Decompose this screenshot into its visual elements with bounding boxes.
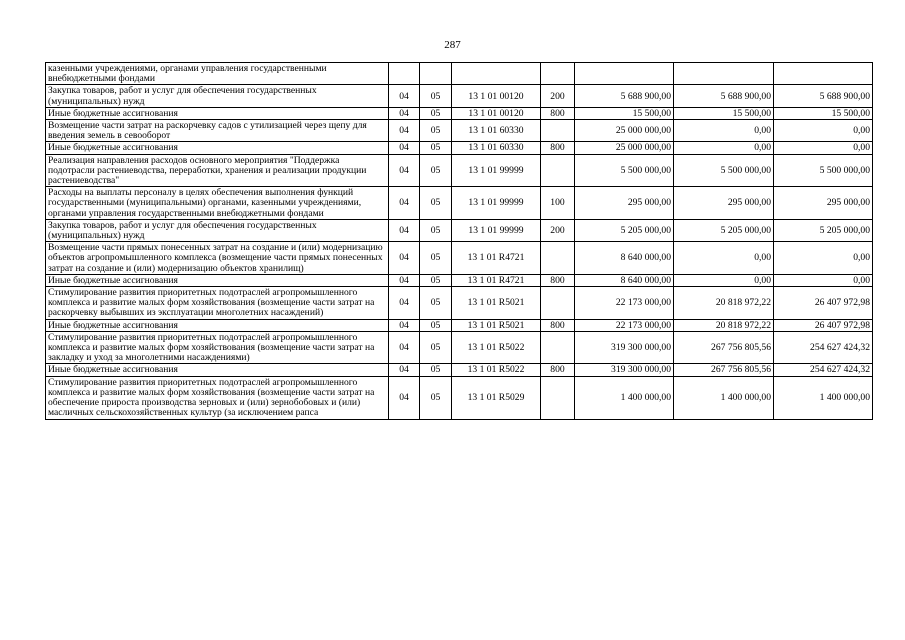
table-body: [46, 63, 873, 420]
target-article-cell: 13 1 01 R5021: [452, 287, 541, 320]
amount-year1-cell: 1 400 000,00: [575, 376, 674, 419]
amount-year3-cell: 26 407 972,98: [774, 319, 873, 331]
amount-year3-cell: 5 205 000,00: [774, 219, 873, 241]
target-article-cell: 13 1 01 60330: [452, 120, 541, 142]
subsection-code-cell: 05: [420, 120, 452, 142]
target-article-cell: 13 1 01 99999: [452, 154, 541, 187]
amount-year2-cell: 20 818 972,22: [674, 287, 774, 320]
amount-year2-cell: 295 000,00: [674, 187, 774, 220]
amount-year3-cell: 254 627 424,32: [774, 331, 873, 364]
amount-year3-cell: 254 627 424,32: [774, 364, 873, 376]
table-row: [46, 142, 873, 154]
section-code-cell: 04: [389, 242, 420, 275]
amount-year3-cell: 26 407 972,98: [774, 287, 873, 320]
subsection-code-cell: 05: [420, 319, 452, 331]
expense-name-cell: казенными учреждениями, органами управления государственными внебюджетными фондами: [46, 63, 389, 85]
amount-year1-cell: 5 500 000,00: [575, 154, 674, 187]
subsection-code-cell: 05: [420, 219, 452, 241]
target-article-cell: 13 1 01 R5021: [452, 319, 541, 331]
expense-type-cell: [541, 331, 575, 364]
target-article-cell: 13 1 01 99999: [452, 187, 541, 220]
expense-name-cell: Иные бюджетные ассигнования: [46, 364, 389, 376]
section-code-cell: 04: [389, 120, 420, 142]
amount-year1-cell: 22 173 000,00: [575, 287, 674, 320]
expense-name-cell: Закупка товаров, работ и услуг для обеспечения государственных (муниципальных) нужд: [46, 85, 389, 107]
section-code-cell: 04: [389, 107, 420, 119]
expense-name-cell: Иные бюджетные ассигнования: [46, 274, 389, 286]
section-code-cell: 04: [389, 376, 420, 419]
section-code-cell: 04: [389, 85, 420, 107]
table-row: [46, 274, 873, 286]
target-article-cell: 13 1 01 R5022: [452, 364, 541, 376]
subsection-code-cell: 05: [420, 274, 452, 286]
target-article-cell: 13 1 01 R5022: [452, 331, 541, 364]
amount-year2-cell: [674, 63, 774, 85]
table-row: [46, 242, 873, 275]
amount-year2-cell: 5 500 000,00: [674, 154, 774, 187]
expense-type-cell: [541, 120, 575, 142]
expense-type-cell: 200: [541, 219, 575, 241]
amount-year1-cell: 25 000 000,00: [575, 120, 674, 142]
section-code-cell: 04: [389, 287, 420, 320]
expense-type-cell: [541, 154, 575, 187]
expense-type-cell: 200: [541, 85, 575, 107]
amount-year2-cell: 5 688 900,00: [674, 85, 774, 107]
amount-year3-cell: 0,00: [774, 142, 873, 154]
section-code-cell: 04: [389, 364, 420, 376]
section-code-cell: 04: [389, 274, 420, 286]
amount-year2-cell: 267 756 805,56: [674, 364, 774, 376]
subsection-code-cell: 05: [420, 107, 452, 119]
target-article-cell: [452, 63, 541, 85]
table-row: [46, 219, 873, 241]
subsection-code-cell: 05: [420, 142, 452, 154]
amount-year1-cell: 8 640 000,00: [575, 274, 674, 286]
table-row: [46, 154, 873, 187]
target-article-cell: 13 1 01 R5029: [452, 376, 541, 419]
expense-name-cell: Реализация направления расходов основного мероприятия "Поддержка подотрасли растениеводства, переработки, хранения и реализации продукции растениеводства": [46, 154, 389, 187]
target-article-cell: 13 1 01 00120: [452, 107, 541, 119]
amount-year1-cell: 22 173 000,00: [575, 319, 674, 331]
amount-year2-cell: 0,00: [674, 120, 774, 142]
expense-name-cell: Закупка товаров, работ и услуг для обеспечения государственных (муниципальных) нужд: [46, 219, 389, 241]
subsection-code-cell: 05: [420, 242, 452, 275]
amount-year3-cell: 1 400 000,00: [774, 376, 873, 419]
amount-year2-cell: 1 400 000,00: [674, 376, 774, 419]
amount-year2-cell: 267 756 805,56: [674, 331, 774, 364]
amount-year2-cell: 20 818 972,22: [674, 319, 774, 331]
expense-type-cell: 800: [541, 274, 575, 286]
expense-type-cell: 800: [541, 107, 575, 119]
subsection-code-cell: 05: [420, 154, 452, 187]
page-number: 287: [444, 39, 461, 51]
expense-name-cell: Иные бюджетные ассигнования: [46, 107, 389, 119]
target-article-cell: 13 1 01 R4721: [452, 274, 541, 286]
amount-year1-cell: 295 000,00: [575, 187, 674, 220]
expense-type-cell: 100: [541, 187, 575, 220]
amount-year1-cell: [575, 63, 674, 85]
amount-year1-cell: 319 300 000,00: [575, 364, 674, 376]
subsection-code-cell: [420, 63, 452, 85]
amount-year2-cell: 0,00: [674, 142, 774, 154]
target-article-cell: 13 1 01 60330: [452, 142, 541, 154]
amount-year1-cell: 5 688 900,00: [575, 85, 674, 107]
amount-year3-cell: 295 000,00: [774, 187, 873, 220]
expense-type-cell: [541, 63, 575, 85]
table-row: [46, 187, 873, 220]
section-code-cell: 04: [389, 331, 420, 364]
subsection-code-cell: 05: [420, 364, 452, 376]
subsection-code-cell: 05: [420, 287, 452, 320]
subsection-code-cell: 05: [420, 376, 452, 419]
amount-year3-cell: 0,00: [774, 274, 873, 286]
subsection-code-cell: 05: [420, 331, 452, 364]
budget-table: [45, 62, 873, 420]
subsection-code-cell: 05: [420, 187, 452, 220]
target-article-cell: 13 1 01 R4721: [452, 242, 541, 275]
expense-type-cell: [541, 287, 575, 320]
expense-type-cell: 800: [541, 142, 575, 154]
amount-year1-cell: 319 300 000,00: [575, 331, 674, 364]
expense-name-cell: Стимулирование развития приоритетных подотраслей агропромышленного комплекса и развитие малых форм хозяйствования (возмещение части затрат на раскорчевку выбывших из эксплуатации многолетних насаждений): [46, 287, 389, 320]
expense-name-cell: Возмещение части затрат на раскорчевку садов с утилизацией через щепу для введения земель в севооборот: [46, 120, 389, 142]
expense-type-cell: [541, 376, 575, 419]
table-row: [46, 287, 873, 320]
expense-name-cell: Возмещение части прямых понесенных затрат на создание и (или) модернизацию объектов агропромышленного комплекса (возмещение части прямых понесенных затрат на создание и (или) модернизацию объектов хранилищ): [46, 242, 389, 275]
amount-year3-cell: [774, 63, 873, 85]
amount-year3-cell: 5 688 900,00: [774, 85, 873, 107]
section-code-cell: 04: [389, 219, 420, 241]
table-row: [46, 107, 873, 119]
section-code-cell: 04: [389, 319, 420, 331]
amount-year1-cell: 25 000 000,00: [575, 142, 674, 154]
amount-year1-cell: 5 205 000,00: [575, 219, 674, 241]
section-code-cell: 04: [389, 142, 420, 154]
section-code-cell: 04: [389, 154, 420, 187]
expense-name-cell: Иные бюджетные ассигнования: [46, 142, 389, 154]
expense-name-cell: Стимулирование развития приоритетных подотраслей агропромышленного комплекса и развитие малых форм хозяйствования (возмещение части затрат на закладку и уход за многолетними насаждениями): [46, 331, 389, 364]
section-code-cell: 04: [389, 187, 420, 220]
table-row: [46, 364, 873, 376]
expense-name-cell: Стимулирование развития приоритетных подотраслей агропромышленного комплекса и развитие малых форм хозяйствования (возмещение части затрат на обеспечение прироста производства зерновых и (или) зернобобовых и (или) масличных сельскохозяйственных культур (за исключением рапса: [46, 376, 389, 419]
amount-year2-cell: 0,00: [674, 242, 774, 275]
expense-name-cell: Расходы на выплаты персоналу в целях обеспечения выполнения функций государственными (муниципальными) органами, казенными учреждениями, органами управления государственными внебюджетными фондами: [46, 187, 389, 220]
expense-type-cell: [541, 242, 575, 275]
amount-year3-cell: 5 500 000,00: [774, 154, 873, 187]
table-row: [46, 85, 873, 107]
subsection-code-cell: 05: [420, 85, 452, 107]
expense-type-cell: 800: [541, 319, 575, 331]
amount-year3-cell: 15 500,00: [774, 107, 873, 119]
amount-year2-cell: 5 205 000,00: [674, 219, 774, 241]
amount-year1-cell: 8 640 000,00: [575, 242, 674, 275]
table-row: [46, 120, 873, 142]
table-row: [46, 376, 873, 419]
amount-year3-cell: 0,00: [774, 120, 873, 142]
table-row: [46, 63, 873, 85]
expense-name-cell: Иные бюджетные ассигнования: [46, 319, 389, 331]
target-article-cell: 13 1 01 00120: [452, 85, 541, 107]
target-article-cell: 13 1 01 99999: [452, 219, 541, 241]
amount-year2-cell: 0,00: [674, 274, 774, 286]
expense-type-cell: 800: [541, 364, 575, 376]
section-code-cell: [389, 63, 420, 85]
amount-year3-cell: 0,00: [774, 242, 873, 275]
amount-year1-cell: 15 500,00: [575, 107, 674, 119]
amount-year2-cell: 15 500,00: [674, 107, 774, 119]
table-row: [46, 331, 873, 364]
table-row: [46, 319, 873, 331]
